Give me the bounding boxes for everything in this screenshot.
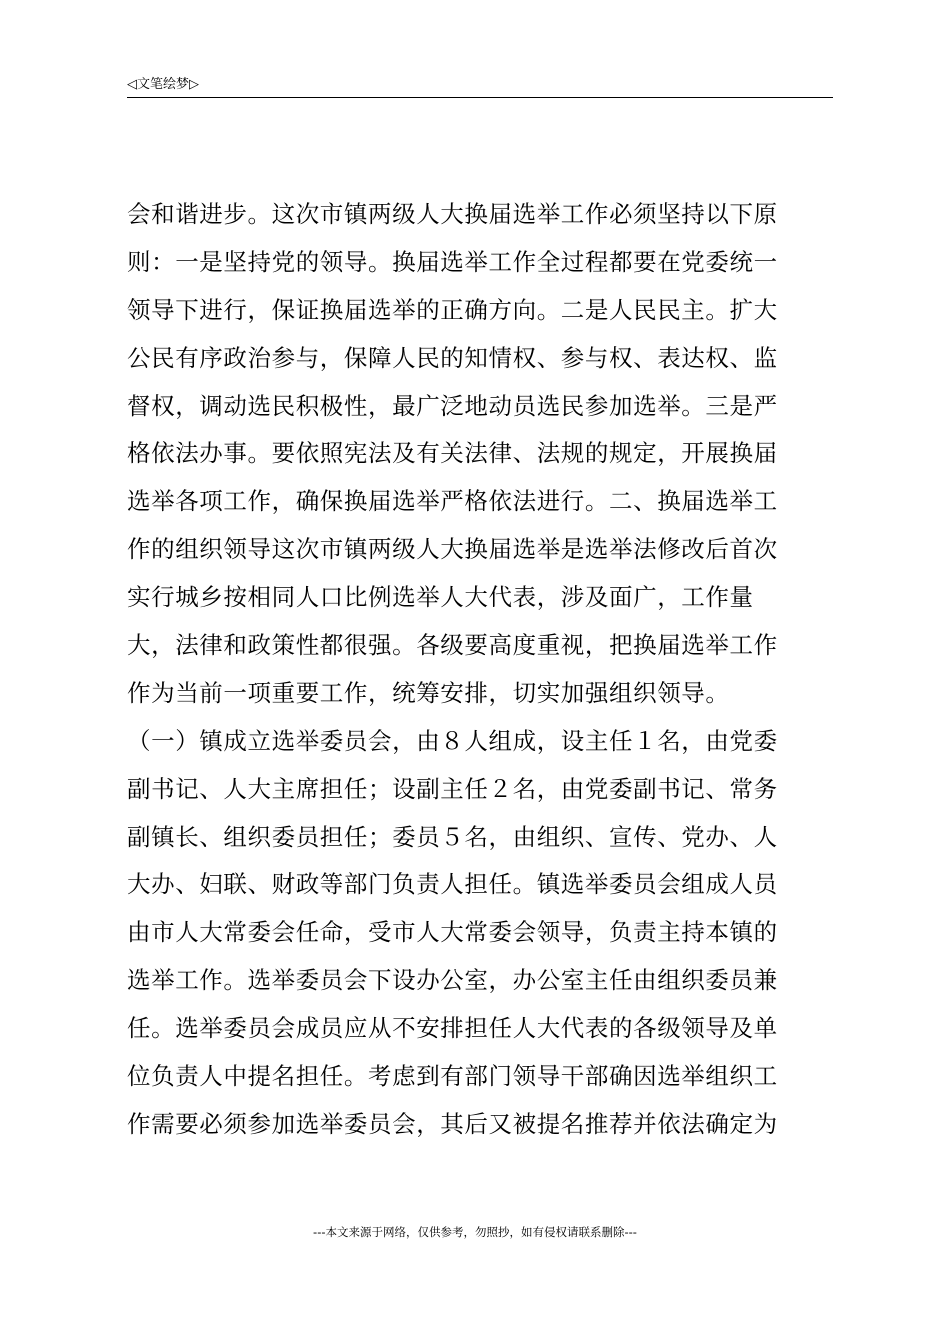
text-line: 作的组织领导这次市镇两级人大换届选举是选举法修改后首次 (127, 535, 778, 564)
text-line: 督权，调动选民积极性，最广泛地动员选民参加选举。三是严 (127, 391, 778, 420)
text-line: 作需要必须参加选举委员会，其后又被提名推荐并依法确定为 (127, 1109, 778, 1138)
text-line: 选举工作。选举委员会下设办公室，办公室主任由组织委员兼 (127, 966, 778, 995)
text-line: 选举各项工作，确保换届选举严格依法进行。二、换届选举工 (127, 487, 778, 516)
header-divider (127, 97, 833, 98)
text-line: 大办、妇联、财政等部门负责人担任。镇选举委员会组成人员 (127, 870, 778, 899)
text-line: 领导下进行，保证换届选举的正确方向。二是人民民主。扩大 (127, 295, 778, 324)
page-footer: ---本文来源于网络，仅供参考，勿照抄，如有侵权请联系删除--- (313, 1225, 637, 1239)
text-line: 公民有序政治参与，保障人民的知情权、参与权、表达权、监 (127, 343, 778, 372)
text-line: （一）镇成立选举委员会，由８人组成，设主任１名，由党委 (127, 726, 778, 755)
page-header (127, 76, 833, 98)
text-line: 位负责人中提名担任。考虑到有部门领导干部确因选举组织工 (127, 1062, 778, 1091)
text-line: 格依法办事。要依照宪法及有关法律、法规的规定，开展换届 (127, 439, 778, 468)
text-line: 会和谐进步。这次市镇两级人大换届选举工作必须坚持以下原 (127, 200, 778, 228)
text-line: 则：一是坚持党的领导。换届选举工作全过程都要在党委统一 (127, 247, 778, 276)
text-line: 作为当前一项重要工作，统筹安排，切实加强组织领导。 (127, 678, 730, 707)
text-line: 副镇长、组织委员担任；委员５名，由组织、宣传、党办、人 (127, 822, 778, 851)
text-line: 实行城乡按相同人口比例选举人大代表，涉及面广，工作量 (127, 583, 754, 612)
document-body (127, 191, 833, 1149)
text-line: 由市人大常委会任命，受市人大常委会领导，负责主持本镇的 (127, 918, 778, 947)
text-line: 副书记、人大主席担任；设副主任２名，由党委副书记、常务 (127, 774, 778, 803)
header-title: ◁文笔绘梦▷ (127, 77, 199, 92)
text-line: 大，法律和政策性都很强。各级要高度重视，把换届选举工作 (127, 631, 778, 660)
text-line: 任。选举委员会成员应从不安排担任人大代表的各级领导及单 (127, 1014, 778, 1043)
